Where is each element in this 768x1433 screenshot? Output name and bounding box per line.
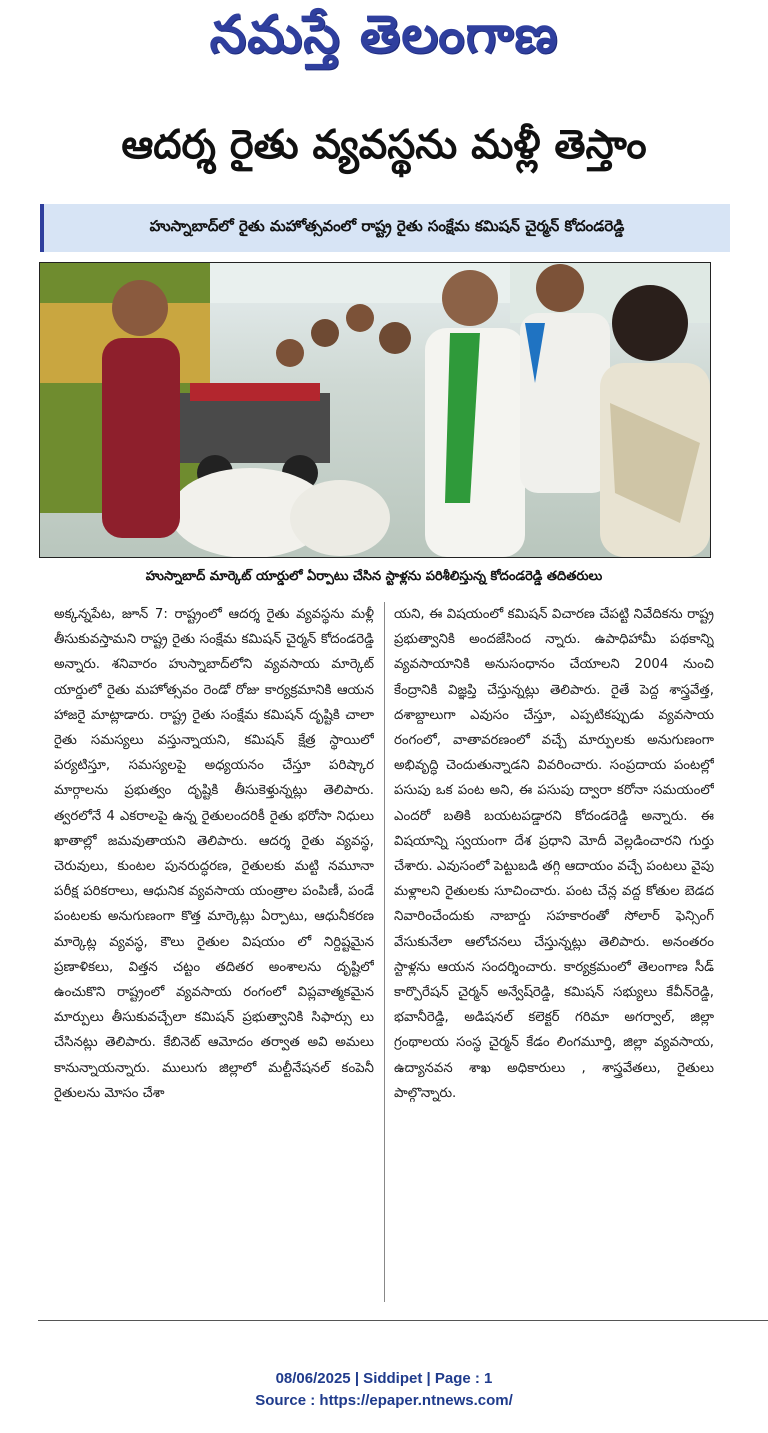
masthead-title: నమస్తే తెలంగాణ [209, 4, 559, 65]
article-photo [39, 262, 711, 558]
article-column-2: యని, ఈ విషయంలో కమిషన్ విచారణ చేపట్టి నివేదికను రాష్ట్ర ప్రభుత్వానికి అందజేసింద న్నారు. ఉపాధిహామీ పథకాన్ని వ్యవసాయానికి అనుసంధానం చేయాలని 2004 నుంచి కేంద్రానికి విజ్ఞప్తి చేస్తున్నట్లు తెలిపారు. రైతే పెద్ద శాస్త్రవేత్త, దశాబ్దాలుగా ఎవుసం చేస్తూ, ఎప్పటికప్పుడు వ్యవసాయ రంగంలో, వాతావరణంలో వచ్చే మార్పులకు అనుగుణంగా అభివృద్ధి చెందుతున్నాడని వివరించారు. సంప్రదాయ పంటల్లో పసుపు ఒక పంట అని, ఈ పసుపు ద్వారా కరోనా సమయంలో ఎందరో బతికి బయటపడ్డారని కోదండరెడ్డి అన్నారు. ఈ విషయాన్ని స్వయంగా దేశ ప్రధాని మోదీ వెల్లడించారని గుర్తు చేశారు. ఎవుసంలో పెట్టుబడి తగ్గి ఆదాయం వచ్చే పంటలు వైపు మళ్లాలని రైతులకు సూచించారు. పంట చేన్ల వద్ద కోతుల బెడద నివారించేందుకు నాబార్డు సహకారంతో సోలార్ ఫెన్సింగ్ వేసుకునేలా ఆలోచనలు చేస్తున్నట్లు తెలిపారు. అనంతరం స్టాళ్లను ఆయన సందర్శించారు. కార్యక్రమంలో తెలంగాణ సీడ్ కార్పొరేషన్ చైర్మన్ అన్వేష్‌రెడ్డి, కమిషన్ సభ్యులు కేవీన్‌రెడ్డి, భవానీరెడ్డి, అడిషనల్ కలెక్టర్ గరిమా అగర్వాల్, జిల్లా గ్రంథాలయ సంస్థ చైర్మన్ కేడం లింగమూర్తి, జిల్లా వ్యవసాయ, ఉద్యానవన శాఖ అధికారులు , శాస్త్రవేతలు, రైతులు పాల్గొన్నారు. [394, 607, 714, 1101]
page-footer [0, 1368, 768, 1412]
article-column-1: అక్కన్నపేట, జూన్ 7: రాష్ట్రంలో ఆదర్శ రైతు వ్యవస్థను మళ్లీ తీసుకువస్తామని రాష్ట్ర రైతు సంక్షేమ కమిషన్ చైర్మన్ కోదండరెడ్డి అన్నారు. శనివారం హుస్నాబాద్‌లోని వ్యవసాయ మార్కెట్ యార్డులో రైతు మహోత్సవం రెండో రోజు కార్యక్రమానికి ఆయన హాజరై మాట్లాడారు. రాష్ట్ర రైతు సంక్షేమ కమిషన్ దృష్టికి చాలా రైతు సమస్యలు వస్తున్నాయని, కమిషన్ క్షేత్ర స్థాయిలో పర్యటిస్తూ, సమస్యలపై అధ్యయనం చేస్తూ పరిష్కార మార్గాలను ప్రభుత్వం దృష్టికి తీసుకెళ్తున్నట్లు తెలిపారు. త్వరలోనే 4 ఎకరాలపై ఉన్న రైతులందరికీ రైతు భరోసా నిధులు ఖాతాల్లో జమవుతాయని తెలిపారు. ఆదర్శ రైతు వ్యవస్థ, చెరువులు, కుంటల పునరుద్ధరణ, రైతులకు మట్టి నమూనా పరీక్ష పరికరాలు, ఆధునిక వ్యవసాయ యంత్రాల పంపిణీ, పండే పంటలకు అనుగుణంగా కొత్త మార్కెట్లు ఏర్పాటు, ఆధునీకరణ మార్కెట్ల వ్యవస్థ, కౌలు రైతుల విషయం లో నిర్దిష్టమైన ప్రణాళికలు, విత్తన చట్టం తదితర అంశాలను దృష్టిలో ఉంచుకొని రాష్ట్రంలో వ్యవసాయ రంగంలో విప్లవాత్మకమైన మార్పులు తీసుకువచ్చేలా కమిషన్ ప్రభుత్వానికి సిఫార్సు లు చేసినట్లు తెలిపారు. కేబినెట్ ఆమోదం తర్వాత అవి అమలు కానున్నాయన్నారు. ములుగు జిల్లాలో మల్టీనేషనల్ కంపెనీ రైతులను మోసం చేశా [54, 607, 374, 1101]
newspaper-masthead [0, 0, 768, 82]
photo-stall-inspection-icon [40, 263, 710, 557]
footer-source-link[interactable]: Source : https://epaper.ntnews.com/ [255, 1392, 513, 1409]
page-divider [38, 1320, 768, 1321]
photo-caption: హుస్నాబాద్ మార్కెట్ యార్డులో ఏర్పాటు చేసిన స్టాళ్లను పరిశీలిస్తున్న కోదండరెడ్డి తదితరులు [145, 569, 603, 584]
article-headline: ఆదర్శ రైతు వ్యవస్థను మళ్లీ తెస్తాం [121, 122, 647, 168]
footer-edition-info: 08/06/2025 | Siddipet | Page : 1 [275, 1370, 493, 1387]
article-subheadline: హుస్నాబాద్‌లో రైతు మహోత్సవంలో రాష్ట్ర రైతు సంక్షేమ కమిషన్ చైర్మన్ కోదండరెడ్డి [40, 204, 730, 252]
column-divider [384, 602, 385, 1302]
